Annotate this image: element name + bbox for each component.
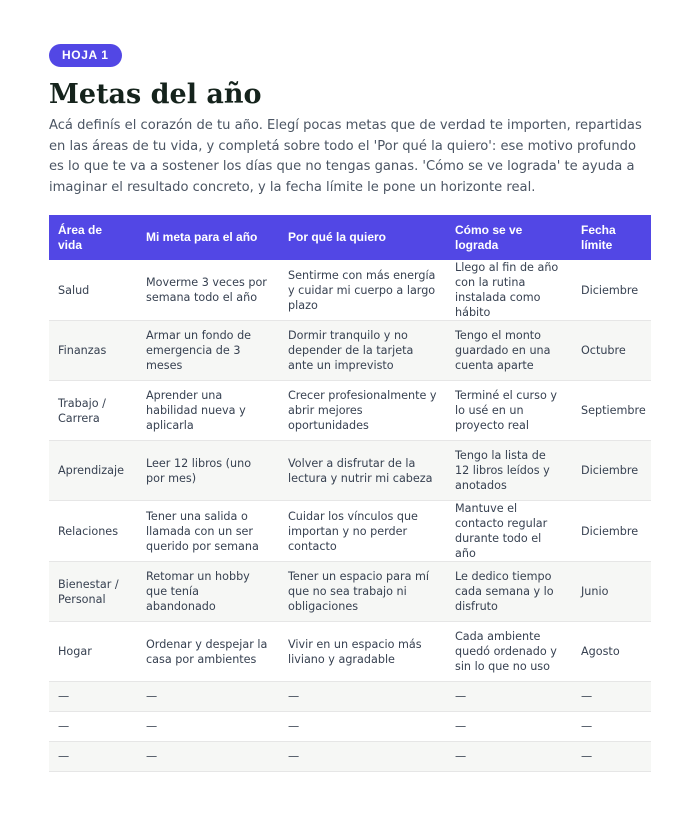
cell-meta: — (137, 682, 279, 712)
cell-fecha: Agosto (572, 622, 651, 682)
table-row (49, 501, 651, 562)
cell-como-se-ve: Terminé el curso y lo usé en un proyecto real (446, 381, 572, 441)
cell-por-que: — (279, 682, 446, 712)
cell-por-que: Dormir tranquilo y no depender de la tarjeta ante un imprevisto (279, 321, 446, 381)
cell-fecha: Octubre (572, 321, 651, 381)
cell-area: Hogar (49, 622, 137, 682)
cell-area: Salud (49, 260, 137, 321)
cell-como-se-ve: Le dedico tiempo cada semana y lo disfruto (446, 562, 572, 622)
cell-como-se-ve: Mantuve el contacto regular durante todo el año (446, 501, 572, 562)
header-area: Área de vida (49, 215, 137, 260)
cell-como-se-ve: — (446, 712, 572, 742)
cell-meta: Leer 12 libros (uno por mes) (137, 441, 279, 501)
header-por-que: Por qué la quiero (279, 215, 446, 260)
table-row (49, 562, 651, 622)
cell-area: Finanzas (49, 321, 137, 381)
cell-fecha: Junio (572, 562, 651, 622)
cell-fecha: Diciembre (572, 501, 651, 562)
cell-por-que: Cuidar los vínculos que importan y no perder contacto (279, 501, 446, 562)
header-fecha: Fecha límite (572, 215, 651, 260)
cell-como-se-ve: — (446, 682, 572, 712)
table-row (49, 622, 651, 682)
cell-meta: Ordenar y despejar la casa por ambientes (137, 622, 279, 682)
header-como-se-ve: Cómo se ve lograda (446, 215, 572, 260)
cell-meta: Tener una salida o llamada con un ser querido por semana (137, 501, 279, 562)
cell-fecha: Septiembre (572, 381, 651, 441)
cell-por-que: Volver a disfrutar de la lectura y nutrir mi cabeza (279, 441, 446, 501)
cell-fecha: Diciembre (572, 260, 651, 321)
intro-paragraph: Acá definís el corazón de tu año. Elegí pocas metas que de verdad te importen, repartidas en las áreas de tu vida, y completá sobre todo el 'Por qué la quiero': ese motivo profundo es lo que te va a sostener los días que no tengas ganas. 'Cómo se ve lograda' te ayuda a imaginar el resultado concreto, y la fecha límite le pone un horizonte real. (49, 118, 642, 195)
cell-como-se-ve: Llego al fin de año con la rutina instalada como hábito (446, 260, 572, 321)
cell-area: — (49, 682, 137, 712)
cell-area: Relaciones (49, 501, 137, 562)
table-header-row (49, 215, 651, 260)
cell-por-que: — (279, 742, 446, 772)
header-meta: Mi meta para el año (137, 215, 279, 260)
cell-fecha: — (572, 742, 651, 772)
table-row-empty (49, 682, 651, 712)
table-row (49, 381, 651, 441)
sheet-badge: HOJA 1 (49, 44, 122, 67)
cell-como-se-ve: Tengo la lista de 12 libros leídos y anotados (446, 441, 572, 501)
cell-meta: Moverme 3 veces por semana todo el año (137, 260, 279, 321)
cell-area: Bienestar / Personal (49, 562, 137, 622)
table-row (49, 321, 651, 381)
cell-meta: — (137, 742, 279, 772)
cell-meta: Retomar un hobby que tenía abandonado (137, 562, 279, 622)
cell-como-se-ve: Tengo el monto guardado en una cuenta aparte (446, 321, 572, 381)
cell-por-que: Vivir en un espacio más liviano y agradable (279, 622, 446, 682)
table-row-empty (49, 712, 651, 742)
cell-meta: Armar un fondo de emergencia de 3 meses (137, 321, 279, 381)
goals-table (49, 215, 651, 772)
cell-area: — (49, 712, 137, 742)
cell-como-se-ve: Cada ambiente quedó ordenado y sin lo que no uso (446, 622, 572, 682)
table-row (49, 260, 651, 321)
cell-por-que: Tener un espacio para mí que no sea trabajo ni obligaciones (279, 562, 446, 622)
cell-area: — (49, 742, 137, 772)
cell-fecha: — (572, 712, 651, 742)
cell-area: Aprendizaje (49, 441, 137, 501)
table-row-empty (49, 742, 651, 772)
cell-por-que: — (279, 712, 446, 742)
cell-por-que: Crecer profesionalmente y abrir mejores oportunidades (279, 381, 446, 441)
cell-como-se-ve: — (446, 742, 572, 772)
page-title: Metas del año (49, 79, 262, 110)
cell-por-que: Sentirme con más energía y cuidar mi cuerpo a largo plazo (279, 260, 446, 321)
cell-meta: Aprender una habilidad nueva y aplicarla (137, 381, 279, 441)
cell-fecha: Diciembre (572, 441, 651, 501)
cell-area: Trabajo / Carrera (49, 381, 137, 441)
cell-fecha: — (572, 682, 651, 712)
cell-meta: — (137, 712, 279, 742)
table-row (49, 441, 651, 501)
